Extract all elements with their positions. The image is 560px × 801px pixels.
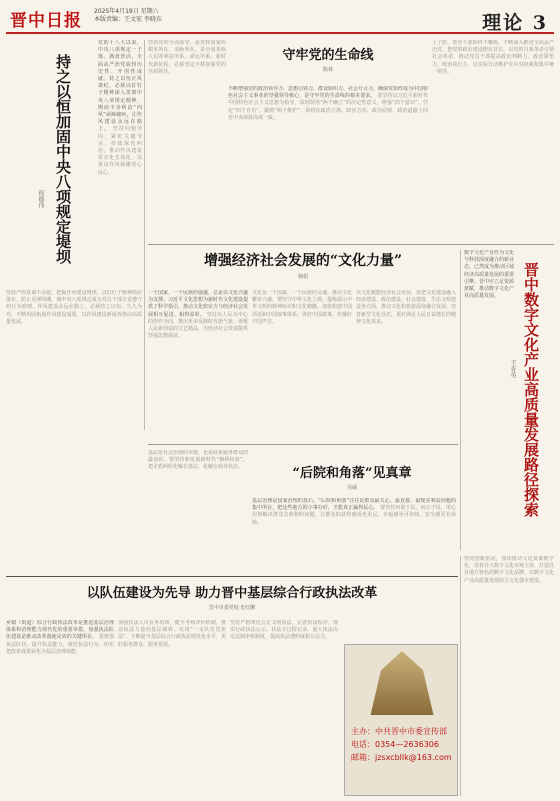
article-body: 坚持严的基调不动摇，把握作风建设规律，以钉钉子精神抓好落实，防止反弹回潮，使中央八项规定成为党员干部自觉遵守的行为准则。作风建设永远在路上，必须持之以恒、久久为功，不断巩固拓展作风建设成果，以作风建设新成效推动高质量发展。 — [6, 290, 142, 325]
article-author: 杨娟 — [297, 274, 308, 280]
article-body: 以文化赋能经济社会发展，要把文化建设融入经济建设、政治建设、社会建设、生态文明建设各方面，推动文化和旅游深度融合发展，培育新型文化业态，更好满足人民日益增长的精神文化需求。 — [356, 290, 456, 325]
section-divider — [148, 444, 458, 445]
article-2-header — [228, 44, 428, 84]
article-body: 党的十八大以来，中央八项规定一子落、满盘皆活，全面从严治党取得历史性、开创性成就。持之以恒正风肃纪，必须以钉钉子精神深入贯彻中央八项规定精神，锲而不舍纠治“四风”顽瘴痼疾，让作风建设永远在路上。 坚持问题导向，紧盯关键节点，持续深化纠治，推动作风建设常态化长效化，以优良作风凝聚党心民心。 — [98, 40, 142, 176]
article-5-header — [252, 462, 452, 494]
article-author: 吴威 — [346, 485, 357, 491]
article-title: 持之以恒加固中央八项规定堤坝 — [54, 54, 72, 264]
article-author: 陈林 — [322, 67, 333, 73]
article-body: 不断增强党的政治领导力、思想引领力、群众组织力、社会号召力，确保党始终成为中国特色社会主义事业的坚强领导核心，是守牢党的生命线的根本要求。 要坚持以习近平新时代中国特色社会主义思想为指导，深刻领悟“两个确立”的决定性意义，增强“四个意识”、坚定“四个自信”、做到“两个维护”，始终在政治立场、政治方向、政治原则、政治道路上同党中央保持高度一致。 — [228, 86, 428, 121]
article-body: 基层治理是国家治理的基石。“后院和角落”往往是群众最关心、最直接、最现实利益问题的集中所在，把这些地方的小事办好，才能真正赢得民心。 要坚持问需于民、问计于民，用心用情解决群众急难愁盼问题，让群众的获得感成色更足、幸福感更可持续、安全感更有保障。 — [252, 498, 456, 526]
tower-photo — [367, 651, 437, 715]
issue-date: 2025年4月19日 星期六 — [94, 8, 159, 15]
contact-phone: 电话：0354—2636306 — [351, 740, 439, 749]
article-body: 加强执法人员业务培训，健全考核评价机制，推动执法力量向基层倾斜，实现“一支队伍管执法”，不断提升基层综合行政执法规范化水平，更好服务群众、服务发展。 — [118, 620, 226, 648]
article-body: 乡镇（街道）综合行政执法改革是推进基层治理体系和治理能力现代化的重要举措，加强执法队伍建设是推动改革落地见效的关键所在。 要建强执法队伍，提升执法能力，规范执法行为，切实把改革成果转化为基层治理效能。 — [6, 620, 114, 655]
article-title: “后院和角落”见真章 — [292, 466, 412, 481]
masthead — [6, 4, 554, 34]
article-title: 增强经济社会发展的“文化力量” — [203, 253, 403, 269]
editors-line: 本版责编：王文宏 李晓东 — [94, 16, 162, 23]
section-title: 理论 3 — [482, 12, 548, 34]
column-rule — [144, 40, 145, 430]
article-body: 一个国家、一个民族的强盛，总是以文化兴盛为支撑。习近平文化思想为新时代文化建设提供了科学指引，推动文化软实力与经济社会发展相互促进、相得益彰。 坚持以人民为中心的创作导向，推出更多反映时代新气象、讴歌人民新创造的文艺精品，为经济社会发展提供坚强思想保证。 — [148, 290, 248, 340]
article-body: 文化是一个国家、一个民族的灵魂。推动文化繁荣兴盛，要坚守中华文化立场，提炼展示中华文明的精神标识和文化精髓，加快构建中国话语和中国叙事体系，讲好中国故事、传播好中国声音。 — [252, 290, 352, 325]
contact-box — [344, 644, 458, 796]
section-divider — [148, 244, 554, 245]
column-rule — [460, 250, 461, 550]
article-body: 上了阵，领导干部始终不懈抓，不断深入推进全面从严治党，把党的政治建设摆在首位，以党的自我革命引领社会革命，推动党员干部提高政治判断力、政治领悟力、政治执行力，以实际行动维护党中央权威和集中统一领导。 — [432, 40, 554, 75]
article-3-header — [148, 250, 458, 284]
contact-address: 主办：中共晋中市委宣传部 — [351, 727, 447, 736]
article-body: 坚持党的全面领导，是党和国家的根本所在、命脉所在，是全国各族人民的利益所系、命运所系。新时代新征程，必须坚定不移加强党的全面领导。 — [148, 40, 226, 75]
newspaper-logo: 晋中日报 — [10, 11, 82, 31]
article-6-header — [6, 582, 458, 616]
article-body: 坚持严格规范公正文明执法，完善执法程序，落实行政执法公示、执法全过程记录、重大执法决定法制审核制度，提高执法透明度和公信力。 — [230, 620, 338, 641]
article-author: 王育英 — [509, 360, 516, 378]
article-body: 坚持创新驱动，加快推动文化资源数字化，培育壮大数字文化市场主体，打造具有地方特色的数字文化品牌，以数字文化产业高质量发展助力文化强市建设。 — [464, 556, 554, 584]
column-rule — [460, 556, 461, 796]
article-title: 晋中数字文化产业高质量发展路径探索 — [522, 262, 540, 517]
article-author: 晋中市委党校 史红鹏 — [208, 605, 256, 611]
article-body: 数字文化产业作为文化与科技深度融合的新业态，已然成为推动区域经济高质量发展的重要引擎。晋中应立足资源禀赋，推动数字文化产业高质量发展。 — [464, 250, 514, 300]
article-body: 基层是社会治理的末梢，也是联系服务群众的最前沿。要坚持和发展新时代“枫桥经验”，把矛盾纠纷化解在基层、化解在萌芽状态。 — [148, 450, 248, 471]
section-divider — [6, 576, 458, 577]
contact-email: 邮箱：jzsxcbllk@163.com — [351, 753, 452, 762]
dateline — [94, 8, 274, 24]
article-title: 守牢党的生命线 — [282, 48, 374, 63]
article-title: 以队伍建设为先导 助力晋中基层综合行政执法改革 — [86, 586, 378, 601]
article-author: 程德伟 — [37, 190, 44, 208]
